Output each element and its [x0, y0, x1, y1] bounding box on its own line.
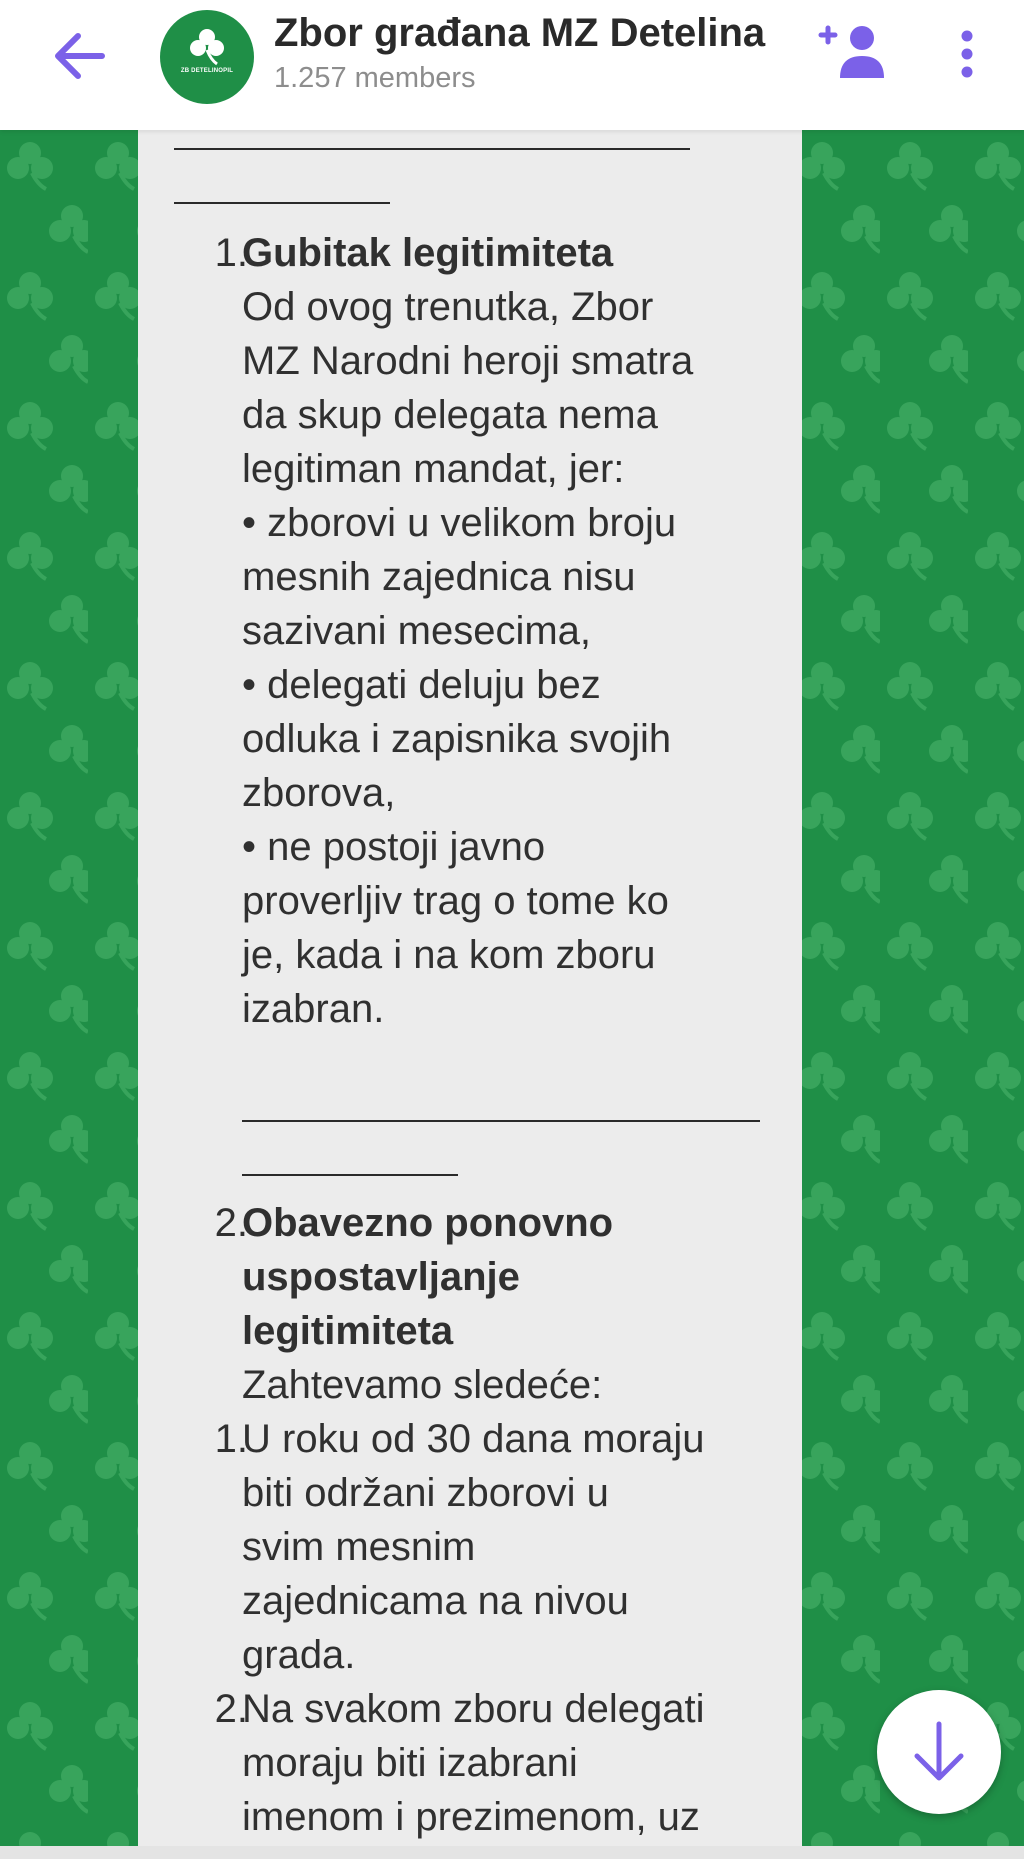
text-line: moraju biti izabrani: [242, 1741, 578, 1785]
back-button[interactable]: [44, 20, 116, 92]
list-number: 1.: [214, 1417, 248, 1461]
section-2-body: [242, 1196, 762, 1412]
text-line: imenom i prezimenom, uz: [242, 1795, 700, 1839]
subitem-2-body: [242, 1682, 762, 1844]
list-number: 2.: [214, 1201, 248, 1245]
text-line: proverljiv trag o tome ko: [242, 879, 669, 923]
add-member-icon: [814, 12, 894, 92]
text-line: mesnih zajednica nisu: [242, 555, 636, 599]
list-number: 2.: [214, 1687, 248, 1731]
text-line: Na svakom zboru delegati: [242, 1687, 705, 1731]
text-line: MZ Narodni heroji smatra: [242, 339, 694, 383]
arrow-left-icon: [44, 20, 116, 92]
bullet-line: • delegati deluju bez: [242, 663, 601, 707]
section-heading: uspostavljanje: [242, 1255, 520, 1299]
divider-line: [174, 148, 690, 150]
group-avatar[interactable]: [160, 10, 254, 104]
text-line: da skup delegata nema: [242, 393, 658, 437]
bullet-line: • zborovi u velikom broju: [242, 501, 677, 545]
chat-title[interactable]: Zbor građana MZ Detelina: [274, 11, 766, 55]
text-line: je, kada i na kom zboru: [242, 933, 656, 977]
text-line: legitiman mandat, jer:: [242, 447, 625, 491]
clover-logo-icon: [160, 10, 254, 104]
avatar-caption: ZB DETELINOPIL: [180, 68, 234, 74]
bottom-edge: [0, 1846, 1024, 1859]
text-line: odluka i zapisnika svojih: [242, 717, 672, 761]
member-count: 1.257 members: [274, 62, 476, 94]
add-member-button[interactable]: [814, 12, 894, 92]
message-bubble[interactable]: [138, 130, 802, 1859]
section-heading: legitimiteta: [242, 1309, 454, 1353]
text-line: Zahtevamo sledeće:: [242, 1363, 603, 1407]
section-heading: Obavezno ponovno: [242, 1201, 614, 1245]
text-line: izabran.: [242, 987, 385, 1031]
more-options-button[interactable]: [942, 16, 992, 96]
text-line: biti održani zborovi u: [242, 1471, 609, 1515]
text-line: svim mesnim: [242, 1525, 476, 1569]
divider-line: [174, 202, 390, 204]
divider-line: [242, 1120, 760, 1122]
section-heading: Gubitak legitimiteta: [242, 231, 614, 275]
text-line: zajednicama na nivou: [242, 1579, 629, 1623]
divider-line: [242, 1174, 458, 1176]
chat-header: [0, 0, 1024, 130]
subitem-1-body: [242, 1412, 762, 1682]
arrow-down-icon: [877, 1690, 1001, 1814]
text-line: sazivani mesecima,: [242, 609, 592, 653]
section-1-body: [242, 226, 762, 1036]
text-line: U roku od 30 dana moraju: [242, 1417, 705, 1461]
text-line: zborova,: [242, 771, 396, 815]
scroll-to-bottom-button[interactable]: [877, 1690, 1001, 1814]
text-line: grada.: [242, 1633, 356, 1677]
bullet-line: • ne postoji javno: [242, 825, 546, 869]
more-vertical-icon: [942, 16, 992, 96]
list-number: 1.: [214, 231, 248, 275]
text-line: Od ovog trenutka, Zbor: [242, 285, 654, 329]
